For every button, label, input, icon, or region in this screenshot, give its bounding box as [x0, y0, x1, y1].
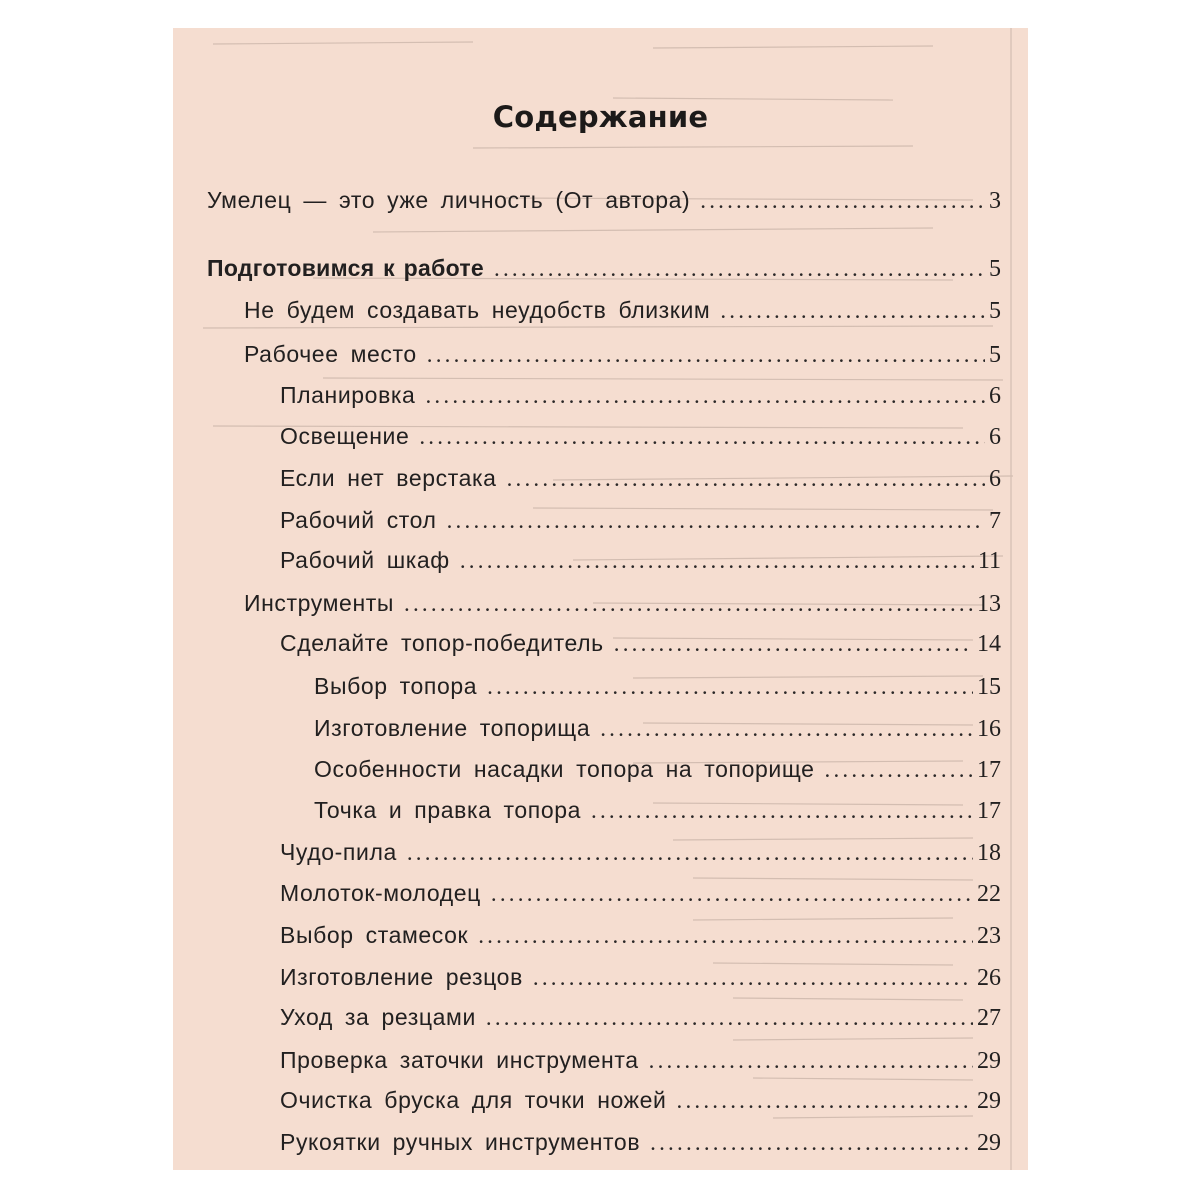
- toc-entry: [280, 921, 1001, 950]
- toc-entry-label: Точка и правка топора: [314, 797, 582, 823]
- leader-dots: [591, 797, 973, 825]
- toc-entry-page: 5: [989, 342, 1001, 368]
- toc-entry-page: 29: [977, 1088, 1001, 1114]
- toc-entry-label: Рабочий стол: [280, 507, 437, 533]
- toc-entry-page: 14: [977, 631, 1001, 657]
- leader-dots: [419, 423, 985, 451]
- toc-entry: [207, 186, 1001, 215]
- toc-entry-page: 6: [989, 466, 1001, 492]
- toc-entry-label: Планировка: [280, 382, 416, 408]
- toc-entry-label: Рабочий шкаф: [280, 547, 450, 573]
- toc-entry-page: 17: [977, 757, 1001, 783]
- toc-entry-page: 3: [989, 188, 1001, 214]
- table-of-contents: [173, 28, 1028, 1170]
- leader-dots: [460, 547, 974, 575]
- toc-entry-page: 22: [977, 881, 1001, 907]
- toc-entry-label: Сделайте топор-победитель: [280, 630, 604, 656]
- leader-dots: [494, 255, 985, 283]
- toc-entry: [280, 838, 1001, 867]
- leader-dots: [427, 341, 985, 369]
- toc-entry: [280, 879, 1001, 908]
- toc-entry-page: 27: [977, 1005, 1001, 1031]
- toc-entry-label: Особенности насадки топора на топорище: [314, 756, 815, 782]
- leader-dots: [486, 1004, 973, 1032]
- toc-entry-page: 6: [989, 424, 1001, 450]
- toc-entry: [244, 589, 1001, 618]
- toc-entry: [280, 506, 1001, 535]
- toc-entry: [280, 629, 1001, 658]
- toc-entry-page: 29: [977, 1130, 1001, 1156]
- toc-entry-label: Очистка бруска для точки ножей: [280, 1087, 667, 1113]
- toc-entry-page: 13: [977, 591, 1001, 617]
- leader-dots: [533, 964, 973, 992]
- toc-entry-label: Рабочее место: [244, 341, 417, 367]
- toc-entry-label: Рукоятки ручных инструментов: [280, 1129, 641, 1155]
- leader-dots: [491, 880, 973, 908]
- toc-entry: [280, 381, 1001, 410]
- leader-dots: [407, 839, 973, 867]
- toc-section-heading: [207, 254, 1001, 283]
- leader-dots: [720, 297, 985, 325]
- leader-dots: [677, 1087, 974, 1115]
- toc-entry-label: Чудо-пила: [280, 839, 397, 865]
- toc-entry-page: 5: [989, 298, 1001, 324]
- toc-entry: [244, 340, 1001, 369]
- leader-dots: [825, 756, 974, 784]
- toc-entry-page: 17: [977, 798, 1001, 824]
- leader-dots: [478, 922, 973, 950]
- toc-entry-label: Освещение: [280, 423, 410, 449]
- toc-entry-page: 11: [977, 548, 1001, 574]
- toc-entry-label: Изготовление топорища: [314, 715, 591, 741]
- toc-entry-page: 6: [989, 383, 1001, 409]
- toc-entry: [280, 464, 1001, 493]
- toc-entry-label: Выбор стамесок: [280, 922, 469, 948]
- toc-entry-page: 26: [977, 965, 1001, 991]
- leader-dots: [614, 630, 973, 658]
- toc-entry-label: Инструменты: [244, 590, 395, 616]
- toc-entry-page: 23: [977, 923, 1001, 949]
- toc-entry: [280, 546, 1001, 575]
- book-page: [173, 28, 1028, 1170]
- leader-dots: [447, 507, 985, 535]
- leader-dots: [700, 187, 985, 215]
- leader-dots: [600, 715, 973, 743]
- leader-dots: [487, 673, 973, 701]
- toc-entry: [244, 296, 1001, 325]
- toc-entry-label: Проверка заточки инструмента: [280, 1047, 639, 1073]
- toc-entry: [314, 755, 1001, 784]
- toc-entry-page: 18: [977, 840, 1001, 866]
- toc-entry-page: 16: [977, 716, 1001, 742]
- toc-entry-label: Если нет верстака: [280, 465, 497, 491]
- toc-entry-page: 7: [989, 508, 1001, 534]
- leader-dots: [650, 1129, 973, 1157]
- leader-dots: [507, 465, 985, 493]
- leader-dots: [404, 590, 973, 618]
- toc-entry: [280, 1128, 1001, 1157]
- toc-entry-label: Не будем создавать неудобств близким: [244, 297, 711, 323]
- toc-entry-page: 29: [977, 1048, 1001, 1074]
- page-title: Содержание: [492, 100, 709, 134]
- toc-entry: [280, 1086, 1001, 1115]
- leader-dots: [649, 1047, 973, 1075]
- toc-entry-label: Умелец — это уже личность (От автора): [207, 187, 691, 213]
- toc-entry-label: Молоток-молодец: [280, 880, 481, 906]
- leader-dots: [425, 382, 985, 410]
- toc-entry-label: Выбор топора: [314, 673, 478, 699]
- toc-entry-page: 15: [977, 674, 1001, 700]
- toc-entry: [280, 422, 1001, 451]
- toc-entry: [314, 672, 1001, 701]
- toc-entry: [280, 1003, 1001, 1032]
- toc-entry-label: Уход за резцами: [280, 1004, 476, 1030]
- toc-entry: [314, 714, 1001, 743]
- toc-entry: [314, 796, 1001, 825]
- toc-entry-label: Изготовление резцов: [280, 964, 523, 990]
- toc-entry-label: Подготовимся к работе: [207, 255, 485, 281]
- toc-entry: [280, 963, 1001, 992]
- toc-entry-page: 5: [989, 256, 1001, 282]
- toc-entry: [280, 1046, 1001, 1075]
